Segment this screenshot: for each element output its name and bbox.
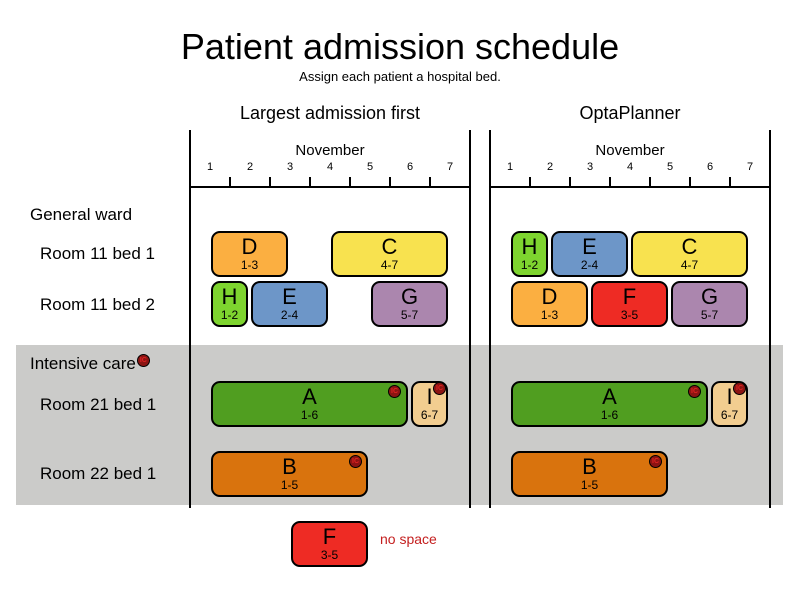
- patient-letter: B: [282, 454, 297, 479]
- patient-letter: G: [700, 284, 719, 309]
- patient-letter: D: [541, 284, 558, 309]
- axis-tick: [309, 177, 311, 187]
- month-label: November: [595, 142, 665, 159]
- day-label: 2: [246, 161, 254, 173]
- ward-label-intensive-care: [30, 354, 149, 374]
- patient-letter: D: [241, 234, 258, 259]
- patient-block-I: [711, 381, 748, 427]
- month-label: November: [295, 142, 365, 159]
- day-label: 6: [706, 161, 714, 173]
- patient-dates: 1-3: [540, 308, 559, 323]
- day-label: 1: [506, 161, 514, 173]
- page-subtitle: Assign each patient a hospital bed.: [299, 69, 501, 84]
- patient-dates: 5-7: [400, 308, 419, 323]
- day-label: 5: [366, 161, 374, 173]
- patient-block-E: [251, 281, 328, 327]
- ward-label-intensive-care-text: Intensive care: [30, 354, 136, 373]
- patient-dates: 2-4: [580, 258, 599, 273]
- axis-tick: [349, 177, 351, 187]
- patient-letter: G: [400, 284, 419, 309]
- patient-letter: C: [381, 234, 398, 259]
- patient-block-G: [671, 281, 748, 327]
- patient-dates: 1-5: [280, 478, 299, 493]
- patient-dates: 3-5: [320, 548, 339, 563]
- day-label: 3: [586, 161, 594, 173]
- bed-label-room-11-bed-1: Room 11 bed 1: [40, 244, 155, 263]
- column-title-optaplanner: OptaPlanner: [579, 103, 681, 123]
- patient-letter: H: [521, 234, 538, 259]
- axis-tick: [389, 177, 391, 187]
- axis-tick: [429, 177, 431, 187]
- day-label: 3: [286, 161, 294, 173]
- patient-letter: E: [282, 284, 297, 309]
- bed-label-room-21-bed-1: Room 21 bed 1: [40, 395, 157, 414]
- day-label: 4: [326, 161, 334, 173]
- patient-dates: 2-4: [280, 308, 299, 323]
- axis-tick: [649, 177, 651, 187]
- patient-block-B: [211, 451, 368, 497]
- intensive-care-icon: IC: [433, 382, 446, 395]
- patient-block-A: [511, 381, 708, 427]
- day-label: 2: [546, 161, 554, 173]
- patient-dates: 5-7: [700, 308, 719, 323]
- axis-tick: [569, 177, 571, 187]
- ward-label-general: General ward: [30, 205, 133, 224]
- patient-dates: 3-5: [620, 308, 639, 323]
- patient-letter: I: [426, 384, 433, 409]
- patient-letter: A: [302, 384, 317, 409]
- intensive-care-icon: IC: [688, 385, 701, 398]
- axis-line: [190, 186, 470, 188]
- patient-letter: E: [582, 234, 597, 259]
- patient-block-F-unassigned: [291, 521, 368, 567]
- axis-tick: [609, 177, 611, 187]
- patient-dates: 6-7: [420, 408, 439, 423]
- patient-block-B: [511, 451, 668, 497]
- patient-letter: B: [582, 454, 597, 479]
- patient-dates: 1-2: [520, 258, 539, 273]
- patient-dates: 4-7: [680, 258, 699, 273]
- patient-block-H: [211, 281, 248, 327]
- patient-letter: H: [221, 284, 238, 309]
- patient-letter: C: [681, 234, 698, 259]
- no-space-label: no space: [380, 531, 437, 547]
- axis-tick: [729, 177, 731, 187]
- patient-dates: 1-5: [580, 478, 599, 493]
- patient-dates: 1-6: [300, 408, 319, 423]
- patient-dates: 6-7: [720, 408, 739, 423]
- page-title: Patient admission schedule: [180, 26, 620, 67]
- patient-block-C: [331, 231, 448, 277]
- day-label: 4: [626, 161, 634, 173]
- patient-block-G: [371, 281, 448, 327]
- patient-block-I: [411, 381, 448, 427]
- patient-letter: A: [602, 384, 617, 409]
- day-label: 7: [746, 161, 754, 173]
- axis-tick: [529, 177, 531, 187]
- day-label: 1: [206, 161, 214, 173]
- axis-line: [490, 186, 770, 188]
- bed-label-room-11-bed-2: Room 11 bed 2: [40, 295, 155, 314]
- axis-tick: [229, 177, 231, 187]
- intensive-care-icon: IC: [137, 354, 150, 367]
- intensive-care-icon: IC: [649, 455, 662, 468]
- intensive-care-icon: IC: [388, 385, 401, 398]
- patient-block-E: [551, 231, 628, 277]
- patient-letter: F: [322, 524, 337, 549]
- patient-block-F: [591, 281, 668, 327]
- patient-block-D: [511, 281, 588, 327]
- day-label: 5: [666, 161, 674, 173]
- patient-block-C: [631, 231, 748, 277]
- patient-dates: 1-2: [220, 308, 239, 323]
- patient-dates: 1-6: [600, 408, 619, 423]
- axis-tick: [269, 177, 271, 187]
- patient-letter: I: [726, 384, 733, 409]
- column-title-largest-admission-first: Largest admission first: [239, 103, 421, 123]
- patient-block-H: [511, 231, 548, 277]
- bed-label-room-22-bed-1: Room 22 bed 1: [40, 464, 157, 483]
- day-label: 7: [446, 161, 454, 173]
- patient-dates: 1-3: [240, 258, 259, 273]
- intensive-care-icon: IC: [349, 455, 362, 468]
- patient-block-D: [211, 231, 288, 277]
- day-label: 6: [406, 161, 414, 173]
- axis-tick: [689, 177, 691, 187]
- intensive-care-icon: IC: [733, 382, 746, 395]
- patient-block-A: [211, 381, 408, 427]
- patient-letter: F: [622, 284, 637, 309]
- patient-dates: 4-7: [380, 258, 399, 273]
